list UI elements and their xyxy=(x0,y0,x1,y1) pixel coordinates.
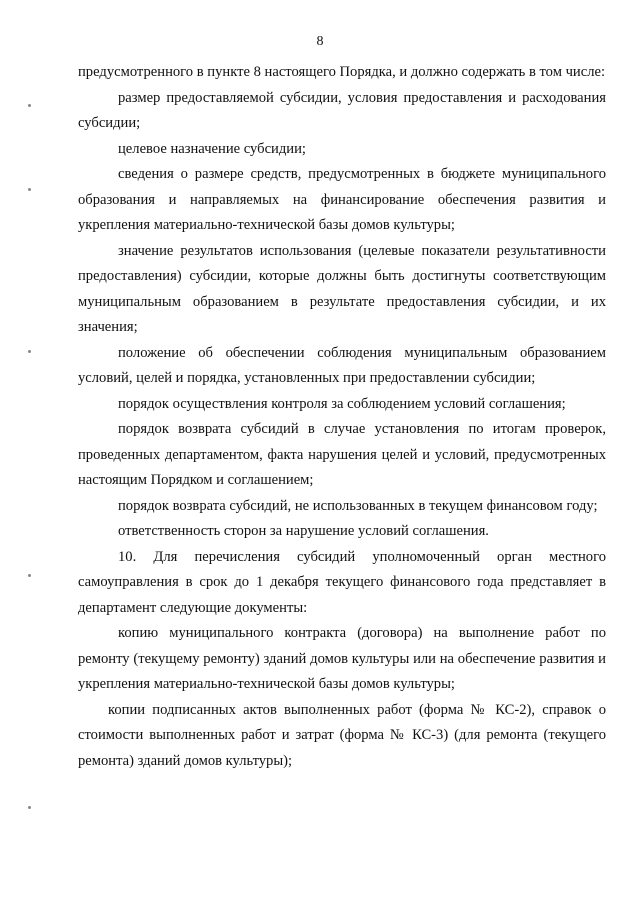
paragraph: положение об обеспечении соблюдения муниципальным образованием условий, целей и порядка, установленных при предоставлении субсидии; xyxy=(78,344,606,386)
paragraph: значение результатов использования (целевые показатели результативности предоставления) субсидии, которые должны быть достигнуты соответствующим муниципальным образованием в результате предоставления субсидии, и их значения; xyxy=(78,242,606,335)
paragraph: копии подписанных актов выполненных работ (форма № КС-2), справок о стоимости выполненных работ и затрат (форма № КС-3) (для ремонта (текущего ремонта) зданий домов культуры); xyxy=(78,701,606,769)
paragraph: целевое назначение субсидии; xyxy=(118,140,306,157)
document-body xyxy=(78,60,606,774)
paragraph: порядок осуществления контроля за соблюдением условий соглашения; xyxy=(118,395,566,412)
page-number: 8 xyxy=(316,34,324,49)
paragraph: ответственность сторон за нарушение условий соглашения. xyxy=(118,523,489,539)
margin-dot xyxy=(28,806,31,809)
paragraph: копию муниципального контракта (договора) на выполнение работ по ремонту (текущему ремонту) зданий домов культуры или на обеспечение развития и укрепления материально-технической базы домов культуры; xyxy=(78,625,606,692)
margin-dot xyxy=(28,574,31,577)
paragraph: 10. Для перечисления субсидий уполномоченный орган местного самоуправления в срок до 1 декабря текущего финансового года представляет в департамент следующие документы: xyxy=(78,548,606,616)
paragraph: порядок возврата субсидий в случае установления по итогам проверок, проведенных департаментом, факта нарушения целей и условий, предусмотренных настоящим Порядком и соглашением; xyxy=(78,421,606,488)
paragraph: порядок возврата субсидий, не использованных в текущем финансовом году; xyxy=(118,497,598,514)
margin-dot xyxy=(28,350,31,353)
paragraph: размер предоставляемой субсидии, условия предоставления и расходования субсидии; xyxy=(78,89,606,131)
paragraph: сведения о размере средств, предусмотренных в бюджете муниципального образования и направляемых на финансирование обеспечения развития и укрепления материально-технической базы домов культуры; xyxy=(78,166,606,233)
margin-dot xyxy=(28,104,31,107)
margin-dot xyxy=(28,188,31,191)
paragraph: предусмотренного в пункте 8 настоящего Порядка, и должно содержать в том числе: xyxy=(78,64,606,80)
